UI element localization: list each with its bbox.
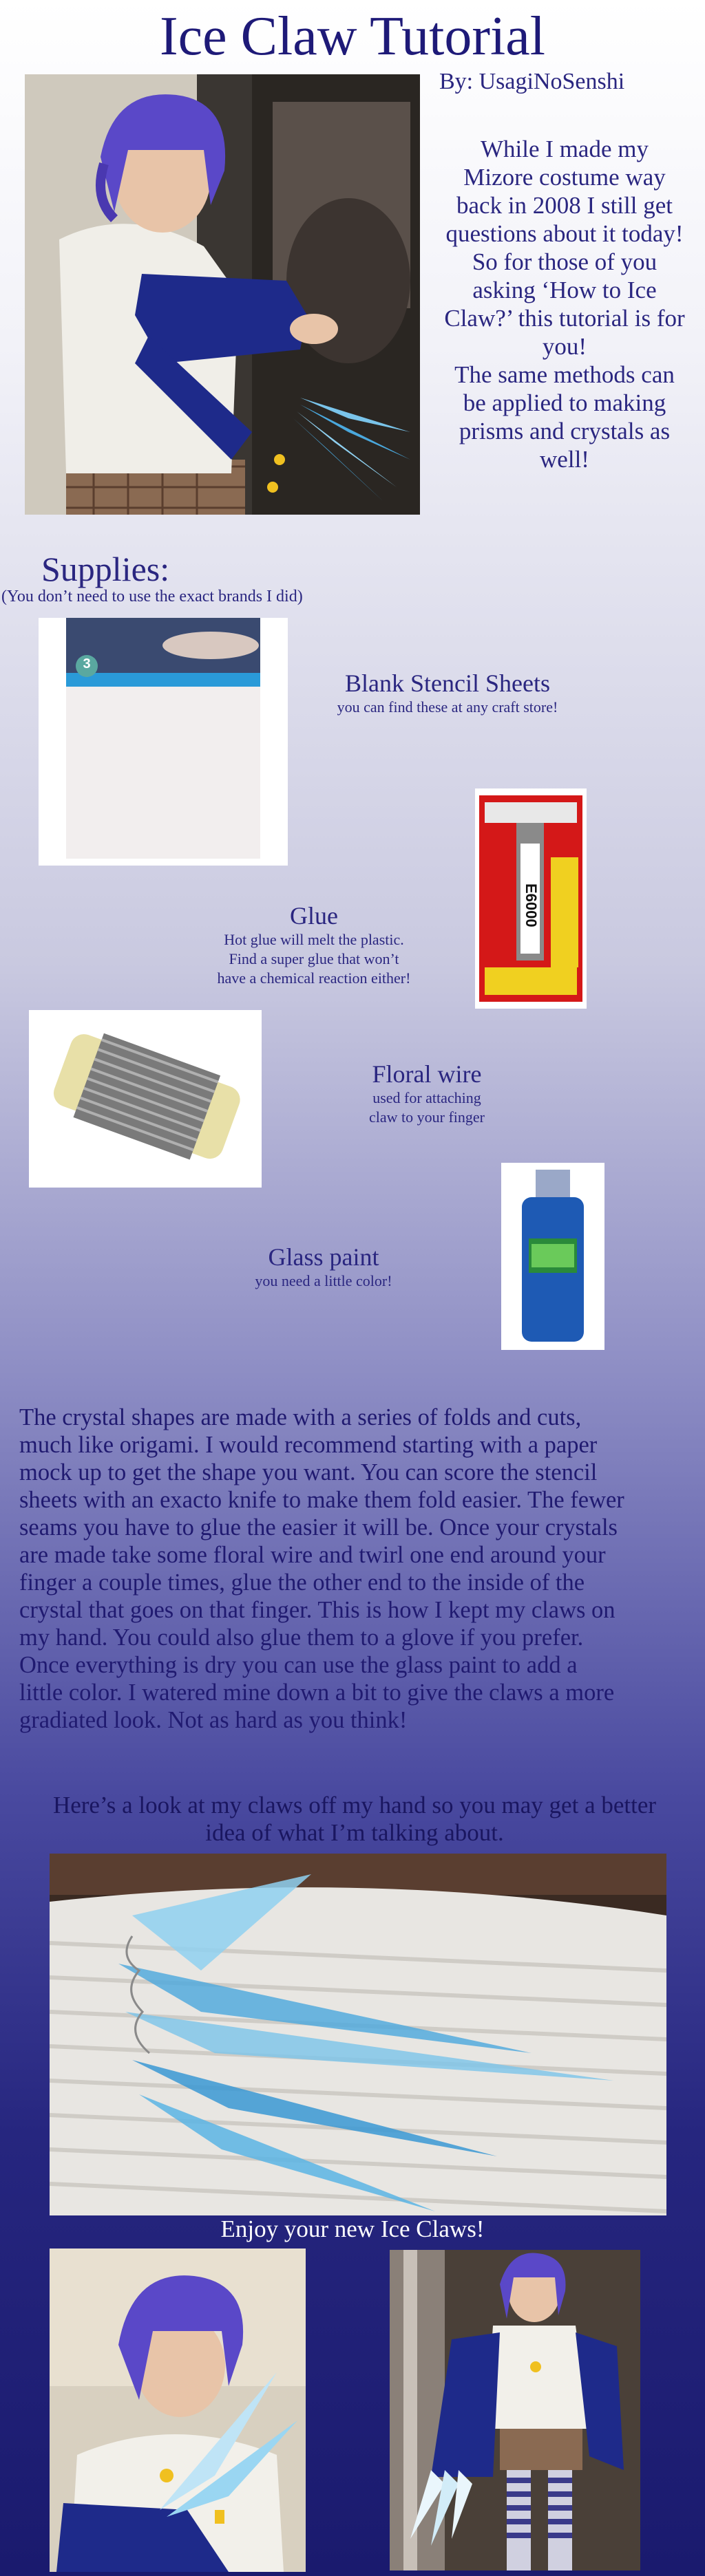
- instructions-line: my hand. You could also glue them to a glove if you prefer.: [19, 1624, 584, 1651]
- intro-line: back in 2008 I still get: [456, 192, 673, 219]
- supply-item-paint: [207, 1243, 441, 1291]
- showcase-caption: [14, 1792, 695, 1847]
- page-title: Ice Claw Tutorial: [160, 6, 545, 67]
- item-desc: used for attaching: [372, 1089, 481, 1106]
- instructions-line: much like origami. I would recommend starting with a paper: [19, 1432, 598, 1458]
- item-name: Glue: [290, 902, 338, 930]
- item-desc: Find a super glue that won’t: [229, 950, 399, 967]
- instructions-line: sheets with an exacto knife to make them fold easier. The fewer: [19, 1487, 624, 1513]
- item-desc: Hot glue will melt the plastic.: [224, 931, 404, 948]
- instructions-line: crystal that goes on that finger. This is how I kept my claws on: [19, 1597, 615, 1623]
- intro-line: well!: [540, 446, 589, 473]
- item-name: Blank Stencil Sheets: [345, 669, 550, 697]
- intro-line: be applied to making: [463, 389, 666, 416]
- supplies-heading: Supplies:: [41, 550, 170, 588]
- final-photo-left: [50, 2248, 306, 2572]
- instructions-line: gradiated look. Not as hard as you think!: [19, 1707, 408, 1733]
- showcase-line: Here’s a look at my claws off my hand so you may get a better: [52, 1792, 657, 1818]
- intro-line: So for those of you: [472, 248, 657, 275]
- intro-line: asking ‘How to Ice: [472, 277, 657, 303]
- intro-line: you!: [542, 333, 587, 360]
- floral-wire-photo: [29, 1010, 262, 1188]
- showcase-line: idea of what I’m talking about.: [205, 1819, 504, 1846]
- supply-item-wire: [303, 1060, 551, 1127]
- badge-number: 3: [83, 656, 91, 672]
- instructions-line: little color. I watered mine down a bit to give the claws a more: [19, 1679, 615, 1706]
- stencil-sheets-photo: [39, 618, 288, 866]
- claws-photo: [50, 1854, 666, 2215]
- item-name: Glass paint: [268, 1243, 379, 1271]
- hero-photo: [25, 74, 420, 515]
- intro-line: The same methods can: [454, 361, 675, 388]
- brand-label: E6000: [523, 883, 540, 927]
- instructions-line: mock up to get the shape you want. You can score the stencil: [19, 1459, 598, 1485]
- intro-line: questions about it today!: [445, 220, 684, 247]
- instructions-line: The crystal shapes are made with a series of folds and cuts,: [19, 1404, 582, 1430]
- instructions-text: [19, 1404, 697, 1734]
- intro-line: prisms and crystals as: [459, 418, 671, 444]
- item-desc: you can find these at any craft store!: [337, 698, 558, 716]
- intro-line: Mizore costume way: [463, 164, 666, 191]
- glass-paint-photo: [501, 1163, 604, 1350]
- supply-item-stencil: [303, 669, 592, 717]
- instructions-line: Once everything is dry you can use the glass paint to add a: [19, 1652, 578, 1678]
- item-desc: claw to your finger: [369, 1108, 485, 1126]
- item-desc: you need a little color!: [255, 1272, 392, 1289]
- instructions-line: seams you have to glue the easier it will be. Once your crystals: [19, 1514, 618, 1541]
- author-byline: By: UsagiNoSenshi: [439, 69, 625, 94]
- item-name: Floral wire: [372, 1060, 482, 1088]
- intro-line: While I made my: [481, 136, 649, 162]
- supply-item-glue: [176, 901, 452, 988]
- final-photo-right: [390, 2250, 640, 2570]
- closing-text: Enjoy your new Ice Claws!: [220, 2215, 485, 2242]
- glue-photo: [475, 788, 587, 1009]
- intro-line: Claw?’ this tutorial is for: [444, 305, 685, 332]
- instructions-line: are made take some floral wire and twirl one end around your: [19, 1542, 606, 1568]
- intro-text: [427, 135, 702, 473]
- item-desc: have a chemical reaction either!: [217, 969, 411, 987]
- supplies-note: (You don’t need to use the exact brands I did): [1, 588, 303, 605]
- instructions-line: finger a couple times, glue the other end to the inside of the: [19, 1569, 585, 1596]
